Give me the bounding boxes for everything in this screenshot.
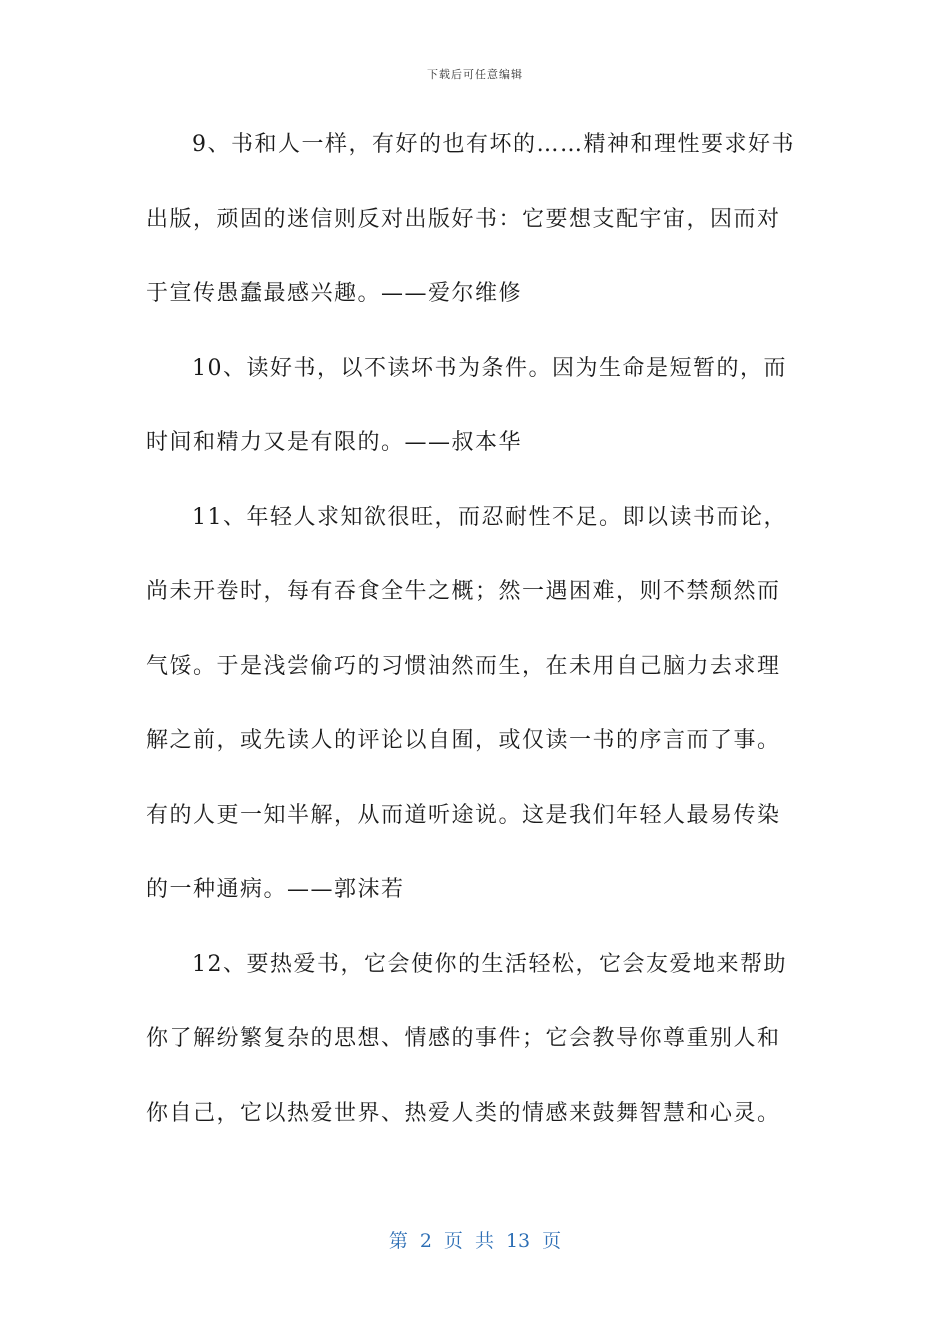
paragraph-11-line-4: 解之前，或先读人的评论以自囿，或仅读一书的序言而了事。 (146, 728, 781, 753)
paragraph-11-line-1: 11、年轻人求知欲很旺，而忍耐性不足。即以读书而论， (192, 504, 787, 530)
paragraph-9-line-2: 出版，顽固的迷信则反对出版好书：它要想支配宇宙，因而对 (146, 206, 781, 232)
paragraph-11-line-5: 有的人更一知半解，从而道听途说。这是我们年轻人最易传染 (146, 802, 781, 828)
paragraph-11-line-2: 尚未开卷时，每有吞食全牛之概；然一遇困难，则不禁颓然而 (146, 579, 781, 604)
paragraph-12-line-1: 12、要热爱书，它会使你的生活轻松，它会友爱地来帮助 (192, 951, 787, 977)
page-number-footer (0, 1226, 950, 1253)
current-page-number: 2 (419, 1230, 432, 1252)
footer-prefix: 第 (388, 1230, 408, 1252)
paragraph-11-line-6: 的一种通病。——郭沫若 (146, 877, 405, 902)
paragraph-9-line-1: 9、书和人一样，有好的也有坏的……精神和理性要求好书 (192, 132, 795, 157)
paragraph-9-line-3: 于宣传愚蠢最感兴趣。——爱尔维修 (146, 281, 523, 306)
total-pages-number: 13 (505, 1230, 531, 1252)
footer-suffix: 页 (542, 1230, 562, 1252)
paragraph-11-line-3: 气馁。于是浅尝偷巧的习惯油然而生，在未用自己脑力去求理 (146, 653, 781, 679)
footer-mid: 页 共 (443, 1230, 494, 1252)
header-note: 下载后可任意编辑 (427, 68, 523, 81)
paragraph-10-line-2: 时间和精力又是有限的。——叔本华 (146, 430, 523, 455)
paragraph-10-line-1: 10、读好书，以不读坏书为条件。因为生命是短暂的，而 (192, 355, 787, 381)
document-body (146, 122, 806, 1165)
paragraph-12-line-2: 你了解纷繁复杂的思想、情感的事件；它会教导你尊重别人和 (146, 1026, 781, 1051)
paragraph-12-line-3: 你自己，它以热爱世界、热爱人类的情感来鼓舞智慧和心灵。 (146, 1100, 781, 1126)
